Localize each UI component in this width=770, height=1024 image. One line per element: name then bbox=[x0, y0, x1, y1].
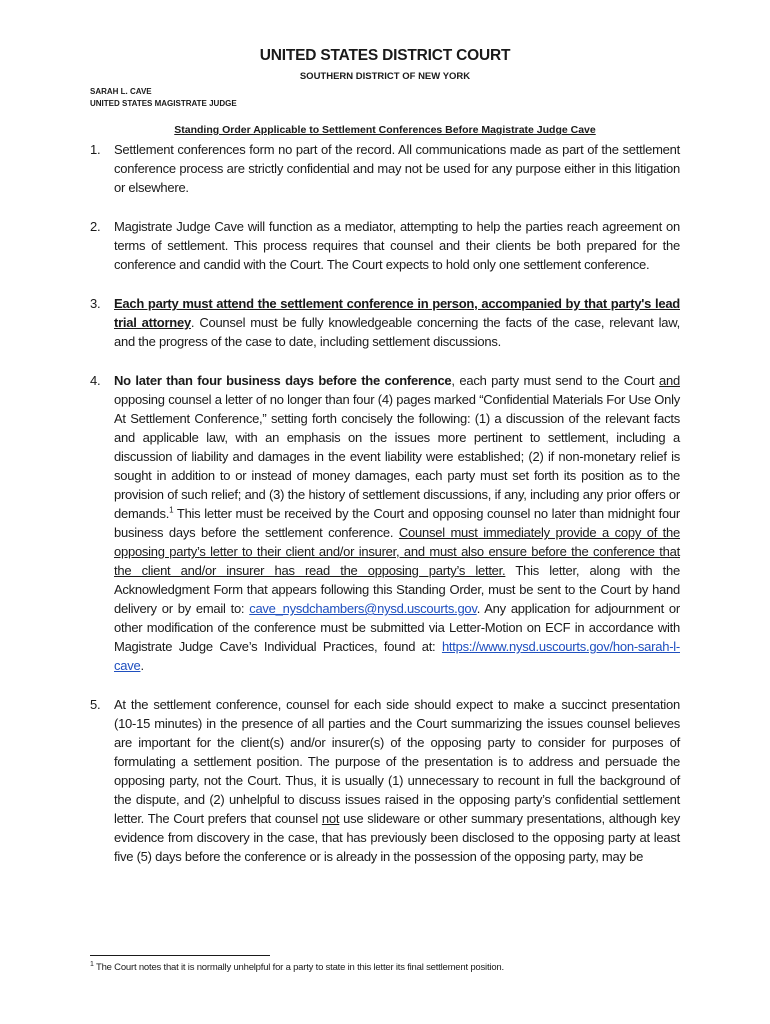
item-text: . Any application for adjournment or other modification of the conference must be submitted via Letter-Motion on ECF in accordance with Magistrate Judge Cave’s Individual Practices, found at: bbox=[114, 601, 680, 654]
order-items-list bbox=[90, 140, 680, 886]
item-text: . Counsel must be fully knowledgeable concerning the facts of the case, relevant law, and the progress of the case to date, including settlement discussions. bbox=[114, 315, 680, 349]
order-item-3 bbox=[90, 294, 680, 351]
item-number: 1. bbox=[90, 142, 101, 157]
footnote-ref[interactable]: 1 bbox=[169, 505, 174, 515]
judge-name: SARAH L. CAVE bbox=[90, 87, 152, 96]
order-title: Standing Order Applicable to Settlement Conferences Before Magistrate Judge Cave bbox=[174, 124, 596, 136]
item-number: 2. bbox=[90, 219, 101, 234]
individual-practices-link[interactable]: https://www.nysd.uscourts.gov/hon-sarah-l-cave bbox=[114, 639, 680, 673]
court-title: UNITED STATES DISTRICT COURT bbox=[259, 47, 511, 64]
footnote-text: The Court notes that it is normally unhelpful for a party to state in this letter its final settlement position. bbox=[93, 962, 504, 973]
not-emphasis: not bbox=[321, 811, 340, 826]
footnote bbox=[90, 962, 504, 973]
order-item-4 bbox=[90, 371, 680, 675]
and-emphasis: and bbox=[659, 373, 680, 388]
chambers-email-link[interactable]: cave_nysdchambers@nysd.uscourts.gov bbox=[249, 601, 477, 616]
item-number: 5. bbox=[90, 697, 101, 712]
order-item-2 bbox=[90, 217, 680, 274]
item-number: 3. bbox=[90, 296, 101, 311]
item-text: use slideware or other summary presentations, although key evidence from discovery in the case, that has previously been disclosed to the opposing party at least five (5) days before the conference or is already in the possession of the opposing party, may be bbox=[114, 811, 680, 864]
item-text: , each party must send to the Court bbox=[451, 373, 660, 388]
item-number: 4. bbox=[90, 373, 101, 388]
court-district: SOUTHERN DISTRICT OF NEW YORK bbox=[299, 71, 471, 82]
item-text: At the settlement conference, counsel for each side should expect to make a succinct presentation (10-15 minutes) in the presence of all parties and the Court summarizing the issues counsel believes are important for the client(s) and/or insurer(s) of the opposing party to consider for purposes of formulating a settlement position. The purpose of the presentation is to address and persuade the opposing party, not the Court. Thus, it is usually (1) unnecessary to recount in full the background of the dispute, and (2) unhelpful to discuss issues raised in the opposing party’s confidential settlement letter. The Court prefers that counsel bbox=[114, 697, 680, 826]
item-text: . bbox=[140, 658, 144, 673]
judge-title: UNITED STATES MAGISTRATE JUDGE bbox=[90, 99, 237, 108]
order-item-1 bbox=[90, 140, 680, 197]
item-text: This letter must be received by the Court and opposing counsel no later than midnight four business days before the settlement conference. bbox=[114, 506, 680, 540]
deadline-emphasis: No later than four business days before the conference bbox=[114, 373, 452, 388]
item-text: opposing counsel a letter of no longer than four (4) pages marked “Confidential Materials For Use Only At Settlement Conference,” setting forth concisely the following: (1) a discussion of the relevant facts and applicable law, with an emphasis on the issues more pertinent to settlement, including a discussion of liability and damages in the event liability were established; (2) if non-monetary relief is sought in addition to or instead of money damages, each party must set forth its position as to the provision of such relief; and (3) the history of settlement discussions, if any, including any prior offers or demands. bbox=[114, 392, 680, 521]
item-text: This letter, along with the Acknowledgment Form that appears following this Standing Order, must be sent to the Court by hand delivery or by email to: bbox=[114, 563, 680, 616]
footnote-number: 1 bbox=[90, 960, 94, 968]
attendance-requirement: Each party must attend the settlement conference in person, accompanied by that party's lead trial attorney bbox=[114, 296, 680, 330]
footnote-divider bbox=[90, 955, 270, 956]
client-copy-requirement: Counsel must immediately provide a copy of the opposing party’s letter to their client and/or insurer, and must also ensure before the conference that the client and/or insurer has read the opposing party’s letter. bbox=[114, 525, 681, 578]
order-item-5 bbox=[90, 695, 680, 866]
item-text: Settlement conferences form no part of the record. All communications made as part of the settlement conference process are strictly confidential and may not be used for any purpose either in this litigation or elsewhere. bbox=[114, 142, 680, 195]
judge-block bbox=[90, 86, 237, 110]
item-text: Magistrate Judge Cave will function as a mediator, attempting to help the parties reach agreement on terms of settlement. This process requires that counsel and their clients be both prepared for the conference and candid with the Court. The Court expects to hold only one settlement conference. bbox=[114, 219, 680, 272]
